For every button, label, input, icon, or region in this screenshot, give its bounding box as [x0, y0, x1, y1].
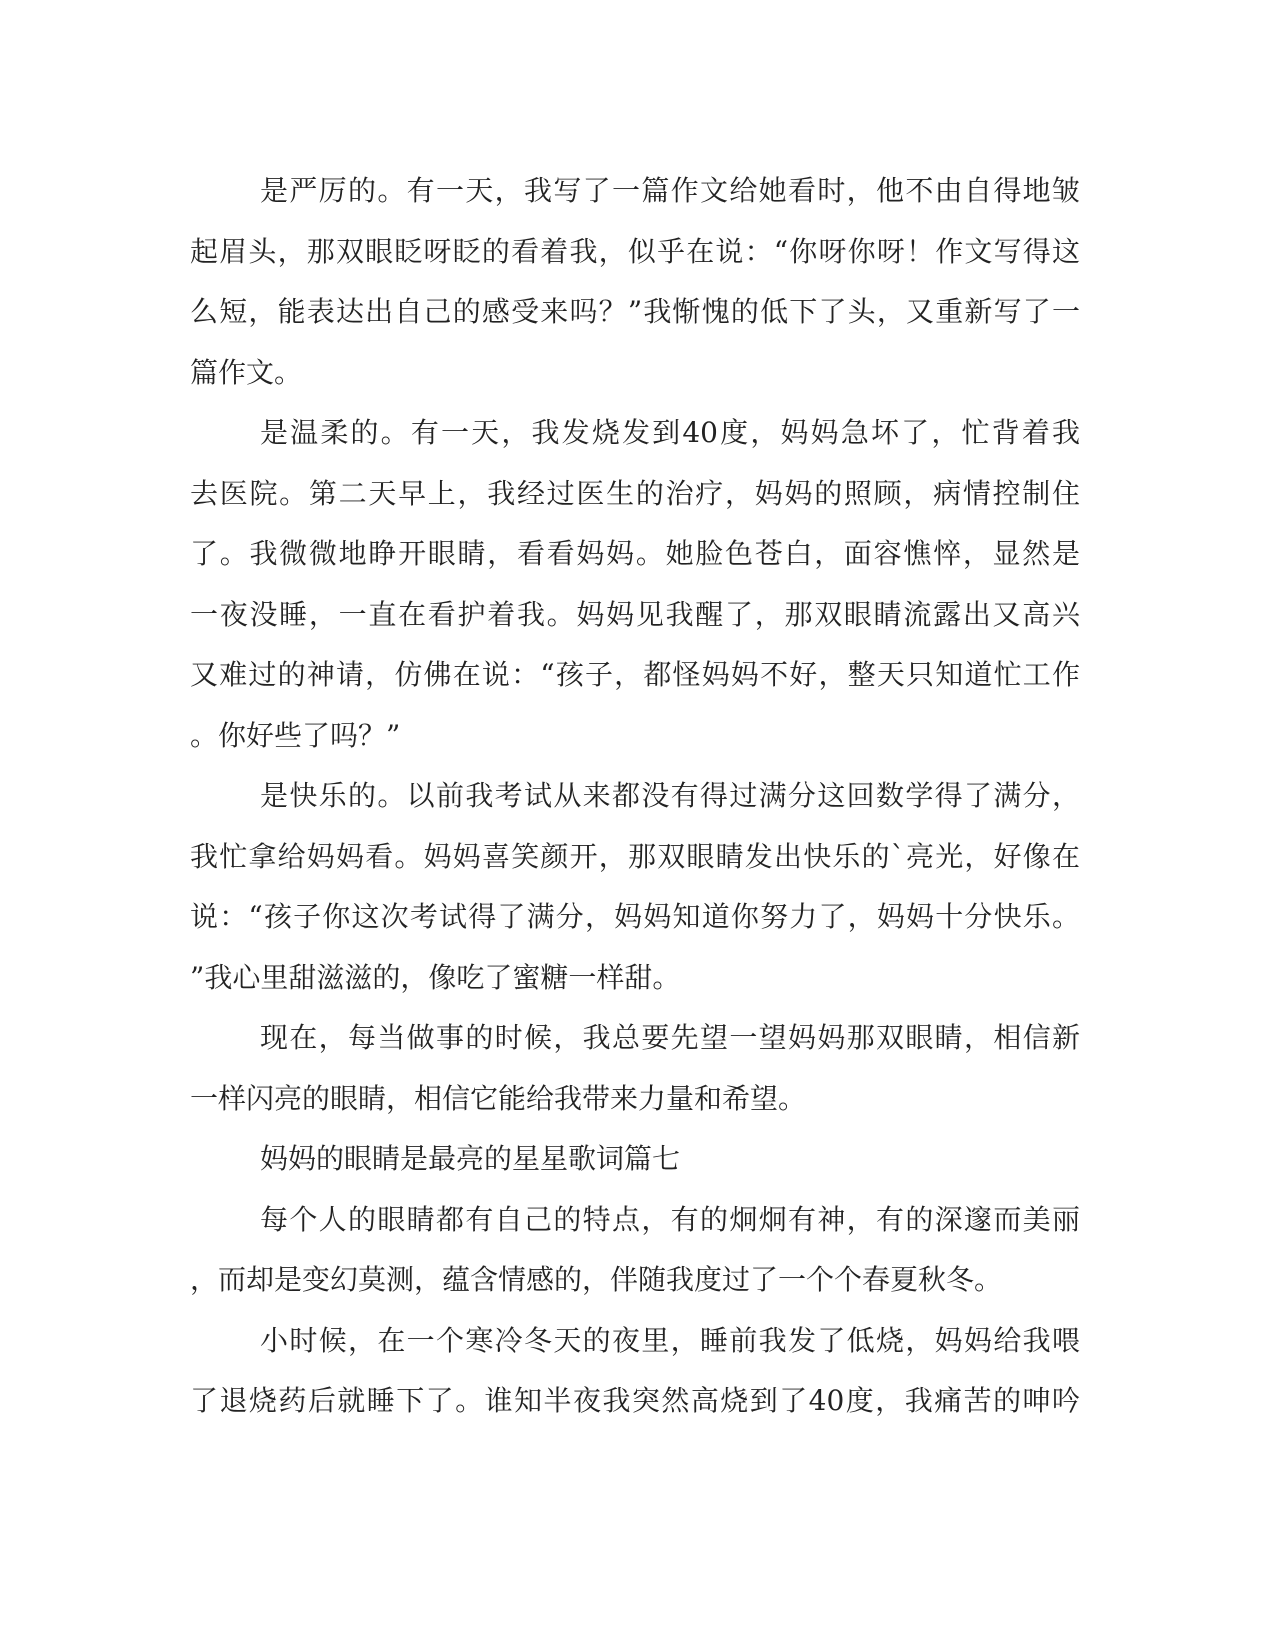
text-line: 起眉头，那双眼眨呀眨的看着我，似乎在说：“你呀你呀！作文写得这	[190, 234, 1080, 268]
text-line: ”我心里甜滋滋的，像吃了蜜糖一样甜。	[190, 960, 681, 994]
text-line: 我忙拿给妈妈看。妈妈喜笑颜开，那双眼睛发出快乐的`亮光，好像在	[190, 839, 1080, 873]
text-line: 一样闪亮的眼睛，相信它能给我带来力量和希望。	[190, 1081, 807, 1115]
text-line: 去医院。第二天早上，我经过医生的治疗，妈妈的照顾，病情控制住	[190, 476, 1080, 510]
text-line: 又难过的神请，仿佛在说：“孩子，都怪妈妈不好，整天只知道忙工作	[190, 658, 1080, 691]
text-line: 一夜没睡，一直在看护着我。妈妈见我醒了，那双眼睛流露出又高兴	[190, 597, 1080, 631]
text-line: 现在，每当做事的时候，我总要先望一望妈妈那双眼睛，相信新	[260, 1021, 1080, 1054]
text-line: 篇作文。	[190, 355, 303, 389]
text-line: 每个人的眼睛都有自己的特点，有的炯炯有神，有的深邃而美丽	[260, 1202, 1080, 1236]
text-line: 了。我微微地睁开眼睛，看看妈妈。她脸色苍白，面容憔悴，显然是	[190, 537, 1080, 570]
text-line: 说：“孩子你这次考试得了满分，妈妈知道你努力了，妈妈十分快乐。	[190, 900, 1080, 933]
text-line: 么短，能表达出自己的感受来吗？”我惭愧的低下了头，又重新写了一	[190, 295, 1080, 328]
text-line: 小时候，在一个寒冷冬天的夜里，睡前我发了低烧，妈妈给我喂	[260, 1323, 1080, 1357]
text-line: 。你好些了吗？”	[190, 718, 401, 752]
text-line: 是温柔的。有一天，我发烧发到40度，妈妈急坏了，忙背着我	[260, 416, 1080, 449]
text-line: 是快乐的。以前我考试从来都没有得过满分这回数学得了满分，	[260, 779, 1080, 812]
text-line: 了退烧药后就睡下了。谁知半夜我突然高烧到了40度，我痛苦的呻吟	[190, 1384, 1080, 1417]
text-line: 是严厉的。有一天，我写了一篇作文给她看时，他不由自得地皱	[260, 174, 1080, 207]
section-heading: 妈妈的眼睛是最亮的星星歌词篇七	[260, 1142, 681, 1175]
body-text	[190, 161, 1080, 1432]
text-line: ，而却是变幻莫测，蕴含情感的，伴随我度过了一个个春夏秋冬。	[190, 1263, 1003, 1296]
